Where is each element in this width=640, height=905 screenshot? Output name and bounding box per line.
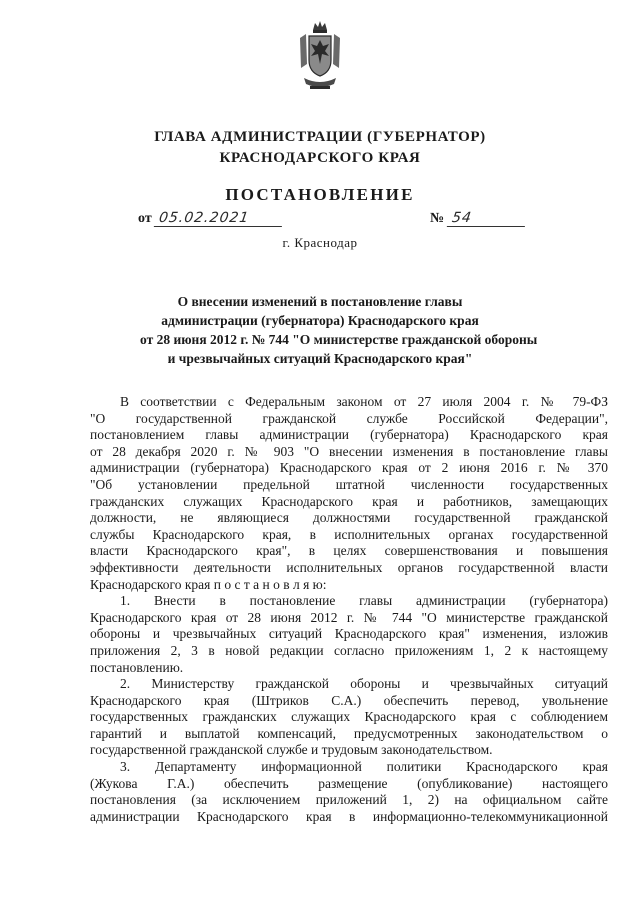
date-prefix: от [138,211,152,226]
body-line: (Жукова Г.А.) обеспечить размещение (опубликование) настоящего [90,775,608,791]
body-line: администрации (губернатора) Краснодарского края от 2 июня 2016 г. № 370 [90,460,608,476]
body-line: государственных гражданских служащих Краснодарского края с соблюдением [90,709,608,725]
body-line: 1. Внести в постановление главы администрации (губернатора) [120,593,608,609]
coat-of-arms-icon [296,20,344,94]
body-line: Краснодарского края от 28 июня 2012 г. № 744 "О министерстве гражданской [90,609,608,625]
body-line: В соответствии с Федеральным законом от 27 июля 2004 г. № 79-ФЗ [120,394,608,409]
body-line: эффективности деятельности исполнительных органов государственной власти [90,559,608,575]
region-title: КРАСНОДАРСКОГО КРАЯ [219,150,421,166]
title-line: от 28 июня 2012 г. № 744 "О министерстве гражданской обороны [140,332,538,347]
body-line: должности, не являющиеся должностями государственной гражданской [90,510,608,526]
body-line: службы Краснодарского края, в исполнительных органах государственной [90,526,608,542]
body-line: гражданских служащих Краснодарского края и работников, замещающих [90,493,608,509]
body-line: гарантий и выплатой компенсаций, предусмотренных законодательством о [90,725,608,741]
authority-title: ГЛАВА АДМИНИСТРАЦИИ (ГУБЕРНАТОР) [154,129,486,145]
number-prefix: № [430,211,445,226]
body-line: постановления (за исключением приложений 1, 2) на официальном сайте [90,792,608,808]
title-line: и чрезвычайных ситуаций Краснодарского края" [167,351,473,366]
document-type: ПОСТАНОВЛЕНИЕ [225,185,415,204]
body-line: постановлением главы администрации (губернатора) Краснодарского края [90,427,608,443]
document-title [140,292,538,368]
body-line: от 28 декабря 2020 г. № 903 "О внесении изменения в постановление главы [90,443,608,459]
document-body [90,394,608,825]
title-line: О внесении изменений в постановление главы [177,294,463,309]
handwritten-number: 54 [446,210,526,227]
body-line: "О государственной гражданской службе Российской Федерации", [90,410,608,426]
body-line: обороны и чрезвычайных ситуаций Краснодарского края" изменения, изложив [90,626,608,642]
title-line: администрации (губернатора) Краснодарского края [161,313,479,328]
number-field [430,210,526,227]
body-line: приложения 2, 3 в новой редакции согласно приложениям 1, 2 к настоящему [90,642,608,658]
body-line: 2. Министерству гражданской обороны и чрезвычайных ситуаций [120,676,608,692]
body-line: государственной гражданской службе и трудовым законодательством. [90,742,493,758]
city-line: г. Краснодар [282,235,358,250]
date-field [138,210,283,227]
body-line: Краснодарского края (Штриков С.А.) обеспечить перевод, увольнение [90,692,608,708]
body-line: постановлению. [90,659,184,675]
body-line: власти Краснодарского края", в целях совершенствования и повышения [90,543,608,559]
body-line: 3. Департаменту информационной политики Краснодарского края [120,759,608,775]
body-line: администрации Краснодарского края в информационно-телекоммуникационной [90,808,608,824]
body-line: Краснодарского края п о с т а н о в л я ю: [90,576,327,592]
body-line: "Об установлении предельной штатной численности государственных [90,476,608,492]
handwritten-date: 05.02.2021 [154,210,284,227]
